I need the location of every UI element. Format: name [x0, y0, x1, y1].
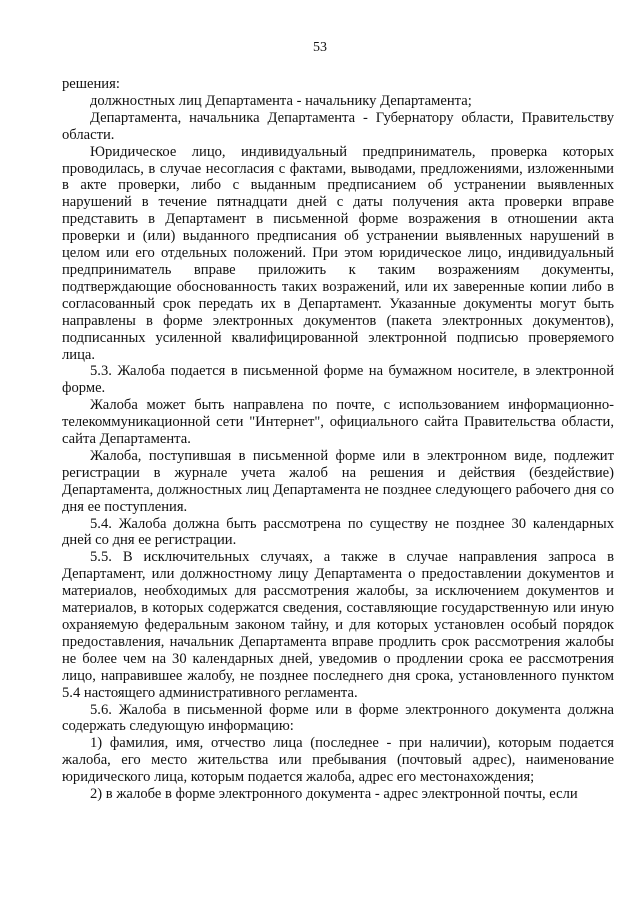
paragraph: 1) фамилия, имя, отчество лица (последнее - при наличии), которым подается жалоба, его место жительства или пребывания (почтовый адрес), наименование юридического лица, которым подается жалоба, адрес его местонахождения;: [62, 735, 614, 786]
paragraph: Департамента, начальника Департамента - Губернатору области, Правительству области.: [62, 109, 614, 143]
paragraph: должностных лиц Департамента - начальнику Департамента;: [90, 92, 472, 109]
paragraph: 5.6. Жалоба в письменной форме или в форме электронного документа должна содержать следующую информацию:: [62, 701, 614, 735]
paragraph: Юридическое лицо, индивидуальный предприниматель, проверка которых проводилась, в случае несогласия с фактами, выводами, предложениями, изложенными в акте проверки, либо с выданным предписанием об устранении выявленных нарушений в течение пятнадцати дней с даты получения акта проверки вправе представить в Департамент в письменной форме возражения в отношении акта проверки и (или) выданного предписания об устранении выявленных нарушений в целом или его отдельных положений. При этом юридическое лицо, индивидуальный предприниматель вправе приложить к таким возражениям документы, подтверждающие обоснованность таких возражений, или их заверенные копии либо в согласованный срок передать их в Департамент. Указанные документы могут быть направлены в форме электронных документов (пакета электронных документов), подписанных усиленной квалифицированной электронной подписью проверяемого лица.: [62, 143, 614, 363]
paragraph: 5.3. Жалоба подается в письменной форме на бумажном носителе, в электронной форме.: [62, 363, 614, 397]
paragraph: Жалоба, поступившая в письменной форме или в электронном виде, подлежит регистрации в журнале учета жалоб на решения и действия (бездействие) Департамента, должностных лиц Департамента не позднее следующего рабочего дня со дня ее поступления.: [62, 447, 614, 515]
document-body: [62, 76, 614, 803]
paragraph: 2) в жалобе в форме электронного документа - адрес электронной почты, если: [90, 786, 578, 803]
page-number: 53: [313, 40, 327, 55]
paragraph: решения:: [62, 76, 120, 92]
paragraph: Жалоба может быть направлена по почте, с использованием информационно-телекоммуникационной сети "Интернет", официального сайта Правительства области, сайта Департамента.: [62, 397, 614, 448]
paragraph: 5.4. Жалоба должна быть рассмотрена по существу не позднее 30 календарных дней со дня ее регистрации.: [62, 515, 614, 549]
paragraph: 5.5. В исключительных случаях, а также в случае направления запроса в Департамент, или должностному лицу Департамента о предоставлении документов и материалов, необходимых для рассмотрения жалобы, за исключением документов и материалов, в которых содержатся сведения, составляющие государственную или иную охраняемую федеральным законом тайну, и для которых установлен особый порядок предоставления, начальник Департамента вправе продлить срок рассмотрения жалобы не более чем на 30 календарных дней, уведомив о продлении срока ее рассмотрения лицо, направившее жалобу, не позднее последнего дня срока, установленного пунктом 5.4 настоящего административного регламента.: [62, 549, 614, 701]
